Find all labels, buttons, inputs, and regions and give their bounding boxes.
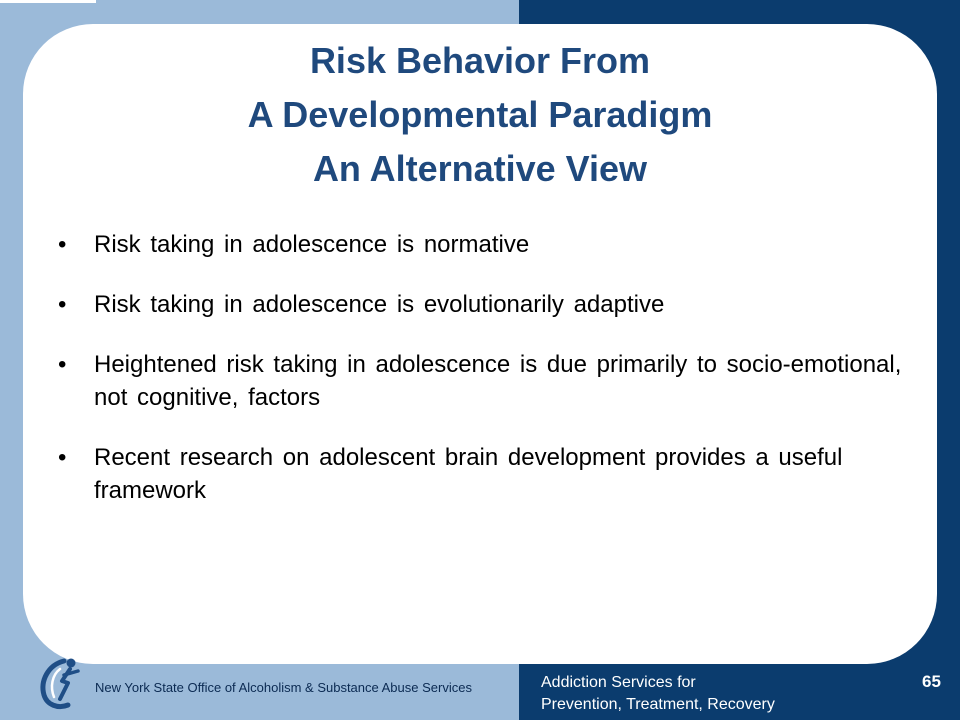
bullet-text: Recent research on adolescent brain development provides a useful framework — [94, 444, 843, 504]
page-number: 65 — [922, 672, 941, 691]
title-line-3: An Alternative View — [312, 148, 648, 189]
bullet-item — [58, 348, 918, 414]
organization-name: New York State Office of Alcoholism & Substance Abuse Services — [95, 680, 472, 695]
bullet-item — [58, 288, 918, 321]
bullet-text: Risk taking in adolescence is evolutionarily adaptive — [94, 291, 665, 318]
bullet-icon: • — [58, 231, 67, 258]
bullet-icon: • — [58, 291, 67, 318]
bullet-icon: • — [58, 351, 67, 378]
oasas-figure-logo-icon — [34, 655, 84, 711]
bullet-item — [58, 228, 918, 261]
bullet-text: Heightened risk taking in adolescence is due primarily to socio-emotional, not cognitive, factors — [94, 351, 902, 411]
bullet-text: Risk taking in adolescence is normative — [94, 231, 530, 258]
bullet-item — [58, 441, 918, 507]
title-line-2: A Developmental Paradigm — [247, 94, 713, 135]
corner-accent — [0, 0, 96, 3]
tagline-line-1: Addiction Services for — [541, 674, 696, 691]
title-line-1: Risk Behavior From — [309, 40, 651, 81]
bullet-list — [58, 228, 918, 534]
tagline-line-2: Prevention, Treatment, Recovery — [541, 696, 775, 713]
bullet-icon: • — [58, 444, 67, 471]
footer-tagline — [541, 672, 775, 716]
slide-title — [23, 34, 937, 196]
